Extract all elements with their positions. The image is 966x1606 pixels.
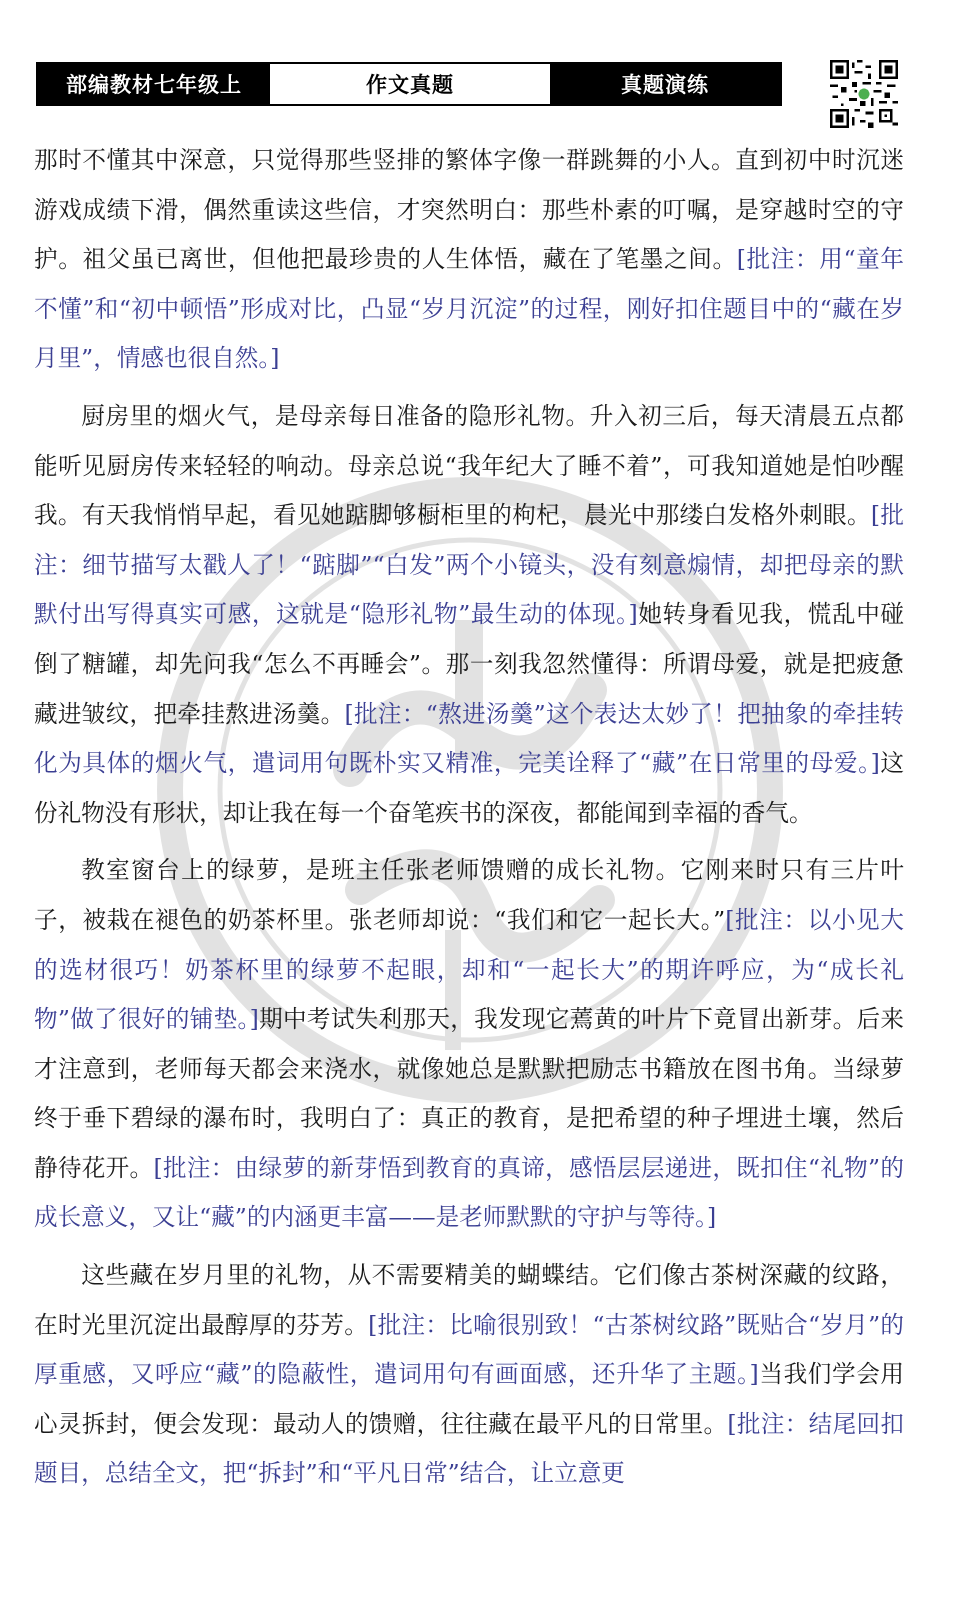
essay-paragraph	[34, 846, 904, 1243]
annotation-comment: [批注：由绿萝的新芽悟到教育的真谛，感悟层层递进，既扣住“礼物”的成长意义，又让“藏”的内涵更丰富——是老师默默的守护与等待。]	[34, 1153, 905, 1232]
header-bar	[36, 62, 782, 106]
header-section-label: 真题演练	[550, 64, 780, 104]
essay-text: 那时不懂其中深意，只觉得那些竖排的繁体字像一群跳舞的小人。直到初中时沉迷游戏成绩下滑，偶然重读这些信，才突然明白：那些朴素的叮嘱，是穿越时空的守护。祖父虽已离世，但他把最珍贵的人生体悟，藏在了笔墨之间。	[34, 146, 904, 274]
essay-text: 期中考试失利那天，我发现它蔫黄的叶片下竟冒出新芽。后来才注意到，老师每天都会来浇水，就像她总是默默把励志书籍放在图书角。当绿萝终于垂下碧绿的瀑布时，我明白了：真正的教育，是把希望的种子埋进土壤，然后静待花开。	[34, 1005, 904, 1182]
annotation-comment: [批注：比喻很别致！“古茶树纹路”既贴合“岁月”的厚重感，又呼应“藏”的隐蔽性，遣词用句有画面感，还升华了主题。]	[34, 1310, 905, 1389]
essay-text: 厨房里的烟火气，是母亲每日准备的隐形礼物。升入初三后，每天清晨五点都能听见厨房传来轻轻的响动。母亲总说“我年纪大了睡不着”，可我知道她是怕吵醒我。有天我悄悄早起，看见她踮脚够橱柜里的枸杞，晨光中那缕白发格外刺眼。	[34, 401, 904, 530]
essay-text: 当我们学会用心灵拆封，便会发现：最动人的馈赠，往往藏在最平凡的日常里。	[34, 1360, 905, 1438]
essay-text: 教室窗台上的绿萝，是班主任张老师馈赠的成长礼物。它刚来时只有三片叶子，被栽在褪色的奶茶杯里。张老师却说：“我们和它一起长大。”	[34, 856, 904, 934]
essay-body	[34, 136, 904, 1499]
annotation-comment: [批注：结尾回扣题目，总结全文，把“拆封”和“平凡日常”结合，让立意更	[34, 1409, 904, 1488]
essay-paragraph	[34, 392, 904, 838]
header-textbook-label: 部编教材七年级上	[38, 64, 270, 104]
essay-paragraph	[34, 136, 904, 384]
qr-code-icon	[830, 60, 898, 128]
essay-paragraph	[34, 1251, 904, 1499]
header-category-label: 作文真题	[270, 64, 550, 104]
annotation-comment: [批注：以小见大的选材很巧！奶茶杯里的绿萝不起眼，却和“一起长大”的期许呼应，为“成长礼物”做了很好的铺垫。]	[34, 905, 904, 1034]
annotation-comment: [批注：用“童年不懂”和“初中顿悟”形成对比，凸显“岁月沉淀”的过程，刚好扣住题目中的“藏在岁月里”，情感也很自然。]	[34, 245, 904, 373]
essay-text: 这些藏在岁月里的礼物，从不需要精美的蝴蝶结。它们像古茶树深藏的纹路，在时光里沉淀出最醇厚的芬芳。	[34, 1261, 904, 1339]
essay-text: 这份礼物没有形状，却让我在每一个奋笔疾书的深夜，都能闻到幸福的香气。	[34, 749, 905, 827]
essay-text: 她转身看见我，慌乱中碰倒了糖罐，却先问我“怎么不再睡会”。那一刻我忽然懂得：所谓母爱，就是把疲惫藏进皱纹，把牵挂熬进汤羹。	[34, 600, 904, 728]
annotation-comment: [批注：“熬进汤羹”这个表达太妙了！把抽象的牵挂转化为具体的烟火气，遣词用句既朴实又精准，完美诠释了“藏”在日常里的母爱。]	[34, 699, 905, 778]
annotation-comment: [批注：细节描写太戳人了！“踮脚”“白发”两个小镜头，没有刻意煽情，却把母亲的默默付出写得真实可感，这就是“隐形礼物”最生动的体现。]	[34, 501, 904, 629]
